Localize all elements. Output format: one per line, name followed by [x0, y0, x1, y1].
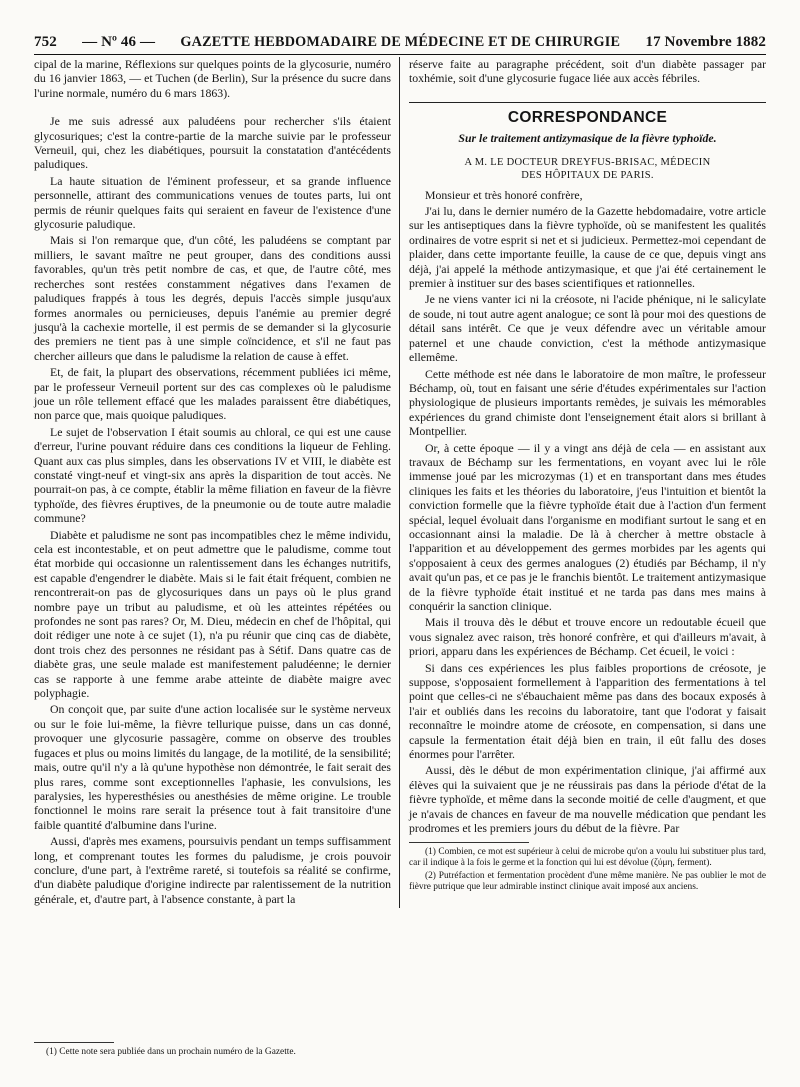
address-line-1: A M. LE DOCTEUR DREYFUS-BRISAC, MÉDECIN	[464, 156, 711, 168]
left-paragraph-2: Je me suis adressé aux paludéens pour rechercher s'ils étaient glycosuriques; c'est la contre-partie de la marche suivie par le professeur Verneuil, qui, chez les diabétiques, poursuit la constatation d'antécédents paludiques.	[34, 114, 391, 172]
left-paragraph-7: Diabète et paludisme ne sont pas incompatibles chez le même individu, cela est incontestable, et on peut admettre que le paludisme, comme tout état morbide qui occasionne un ralentissement dans les échanges nutritifs, est capable d'engendrer le diabète. Mais si le fait était fréquent, combien ne rencontrerait-on pas de glycosuriques dans un pays où le plus grand nombre paye un tribut au paludisme, et où les atteintes répétées ou profondes ne sont pas rares? Or, M. Dieu, médecin en chef de l'hôpital, qui doit rédiger une note à ce sujet (1), n'a pu réunir que cinq cas de diabète, dont trois chez des personnes ne résidant pas à Sétif. Dans quatre cas de diabète gras, une seule malade est manifestement paludéenne; le dernier cas se rapporte à une femme arabe atteinte de diabète maigre avec polyphagie.	[34, 527, 391, 701]
left-paragraph-6: Le sujet de l'observation I était soumis au chloral, ce qui est une cause d'erreur, l'urine pouvant réduire dans ces conditions la liqueur de Fehling. Quant aux cas plus simples, dans les observations IV et VIII, le diabète est constaté vingt-neuf et vingt-six ans après la disparition de tout accès. Ne pourrait-on pas, à ce compte, établir la même filiation en faveur de la fièvre typhoïde, des fièvres éruptives, de la pneumonie ou de toute autre maladie commune?	[34, 424, 391, 526]
left-paragraph-1: cipal de la marine, Réflexions sur quelques points de la glycosurie, numéro du 16 janvier 1863, — et Tuchen (de Berlin), Sur la présence du sucre dans l'urine normale, numéro du 6 mars 1863).	[34, 57, 391, 100]
journal-title: GAZETTE HEBDOMADAIRE DE MÉDECINE ET DE CHIRURGIE	[180, 34, 621, 50]
right-paragraph-1: J'ai lu, dans le dernier numéro de la Gazette hebdomadaire, votre article sur les antiseptiques dans la fièvre typhoïde, où se manifestent les qualités ordinaires de votre esprit si net et si judicieux. Permettez-moi cependant de plaider, dans cette importante feuille, la cause de ce que, depuis vingt ans déjà, j'ai appelé la méthode antizymasique, et que j'ai été certainement le premier à instituer sur des bases scientifiques et rationnelles.	[409, 204, 766, 291]
page-number: 752	[34, 34, 57, 50]
right-paragraph-6: Si dans ces expériences les plus faibles proportions de créosote, je suppose, s'opposaient formellement à l'apparition des fermentations à tel point que celles-ci ne s'ébauchaient même pas dans des bocaux exposés à l'air et oubliés dans les recoins du laboratoire, tant que l'odorat y faisait reconnaître le moindre atome de créosote, en compensation, si dans une capsule la fermentation était déjà bien en train, il eût fallu des doses énormes pour l'arrêter.	[409, 660, 766, 762]
footnote-rule	[409, 842, 529, 843]
right-footnote-2: (2) Putréfaction et fermentation procèdent d'une même manière. Ne pas oublier le mot de fièvre putrique que leur admirable instinct clinique avait imposé aux anciens.	[409, 870, 766, 893]
section-title: CORRESPONDANCE	[409, 102, 766, 125]
left-footnote-rule	[34, 1042, 114, 1043]
right-paragraph-5: Mais il trouva dès le début et trouve encore un redoutable écueil que vous signalez avec raison, très honoré confrère, et qui d'ailleurs m'avait, à priori, apparu dans les expériences de Béchamp. Cet écueil, le voici :	[409, 615, 766, 659]
right-paragraph-7: Aussi, dès le début de mon expérimentation clinique, j'ai affirmé aux élèves qui la suivaient que je ne réussirais pas dans la période d'état de la fièvre typhoïde, et même dans la seconde moitié de celle d'augment, et que je n'avais de chances en faveur de ma nouvelle médication que pendant les prodromes et les premiers jours du début de la fièvre. Par	[409, 763, 766, 836]
letter-salutation: Monsieur et très honoré confrère,	[425, 187, 583, 202]
right-intro: réserve faite au paragraphe précédent, soit d'un diabète passager par toxhémie, soit d'une glycosurie fugace liée aux accès fébriles.	[409, 57, 766, 86]
section-subtitle: Sur le traitement antizymasique de la fièvre typhoïde.	[458, 131, 717, 146]
right-footnote-1: (1) Combien, ce mot est supérieur à celui de microbe qu'on a voulu lui substituer plus tard, car il indique à la fois le germe et la fonction qui lui est dévolue (ζύμη, ferment).	[409, 846, 766, 868]
left-paragraph-5: Et, de fait, la plupart des observations, récemment publiées ici même, par le professeur Verneuil portent sur des cas complexes où le paludisme joue un rôle tellement effacé que les malades paraissent être diabétiques, non parce que, mais quoique paludiques.	[34, 365, 391, 423]
right-paragraph-3: Cette méthode est née dans le laboratoire de mon maître, le professeur Béchamp, où, tout en faisant une série d'études expérimentales sur l'action physiologique de plusieurs importants remèdes, je suivais les mémorables expériences du grand chimiste dont l'enseignement était alors si brillant à Montpellier.	[409, 366, 766, 439]
left-paragraph-9: Aussi, d'après mes examens, poursuivis pendant un temps suffisamment long, et comprenant toutes les formes du paludisme, je crois pouvoir conclure, d'une part, à l'extrême rareté, si toutefois sa réalité se confirme, d'un diabète paludique d'origine indirecte par ralentissement de la nutrition générale, et, d'autre part, à l'absence constante, à part la	[34, 834, 391, 906]
left-column	[34, 57, 399, 908]
left-footnote: (1) Cette note sera publiée dans un prochain numéro de la Gazette.	[46, 1047, 296, 1057]
right-paragraph-4: Or, à cette époque — il y a vingt ans déjà de cela — en assistant aux travaux de Béchamp sur les fermentations, en voyant avec lui le rôle immense joué par les microzymas (1) et en transportant dans mes études cliniques les faits et les théories du laboratoire, j'eus l'intuition et bientôt la conviction formelle que la fièvre typhoïde était due à l'action d'un ferment spécial, lequel évoluait dans l'organisme en modifiant surtout le sang et en occasionnant ainsi la maladie. De là à chercher à mettre obstacle à l'apparition et au développement des germes morbides par les agents qui s'opposaient à ceux des germes analogues (2) étudiés par Béchamp, il n'y avait qu'un pas, et ce pas je le franchis bientôt. Le traitement antizymasique de la fièvre typhoïde était institué et ne tarda pas dans mes mains à conquérir la sanction clinique.	[409, 440, 766, 613]
left-paragraph-3: La haute situation de l'éminent professeur, et sa grande influence personnelle, attirant des communications venues de toutes parts, lui ont permis de réunir quelques faits qui seraient en faveur de l'existence d'une glycosurie paludique.	[34, 173, 391, 232]
letter-address	[409, 156, 766, 182]
left-paragraph-4: Mais si l'on remarque que, d'un côté, les paludéens se comptant par milliers, le savant maître ne peut grouper, dans des conditions aussi favorables, qu'un très petit nombre de cas, et que, de l'autre côté, mes recherches sont restées constamment négatives dans l'examen de paludiques frappés à tous les degrés, depuis l'accès simple jusqu'aux formes anormales ou pernicieuses, depuis l'anémie au premier degré jusqu'à la cachexie mortelle, il est permis de se demander si la glycosurie des premiers ne tient pas à une simple coïncidence, et s'il ne faut pas chercher ailleurs que dans le paludisme la relation de cause à effet.	[34, 233, 391, 363]
right-column	[400, 57, 766, 908]
right-paragraph-2: Je ne viens vanter ici ni la créosote, ni l'acide phénique, ni le salicylate de soude, ni tout autre agent analogue; ce sont là pour moi des questions de détail sans intérêt. Ce que je veux défendre avec un véritable amour paternel et une chaude conviction, c'est la méthode antizymasique ellemême.	[409, 292, 766, 365]
address-line-2: DES HÔPITAUX DE PARIS.	[521, 169, 654, 181]
left-paragraph-8: On conçoit que, par suite d'une action localisée sur le système nerveux ou sur le foie lui-même, la fièvre tellurique puisse, dans un cas donné, provoquer une glycosurie passagère, comme on observe des troubles fugaces et plus ou moins limités du langage, de la motilité, de la sensibilité; mais, outre qu'il n'y a là qu'une hypothèse non démontrée, le fait serait des plus rares, comme sont exceptionnelles l'aphasie, les convulsions, les paralysies, les hyperesthésies ou anesthésies de même origine. Le trouble fonctionnel le moins rare serait la présence tout à fait transitoire d'une faible quantité d'albumine dans l'urine.	[34, 702, 391, 832]
page-header	[34, 34, 766, 55]
left-footnote-block	[34, 1036, 392, 1059]
text-columns	[34, 57, 766, 908]
issue-number: — Nº 46 —	[82, 34, 156, 50]
issue-date: 17 Novembre 1882	[645, 34, 766, 50]
